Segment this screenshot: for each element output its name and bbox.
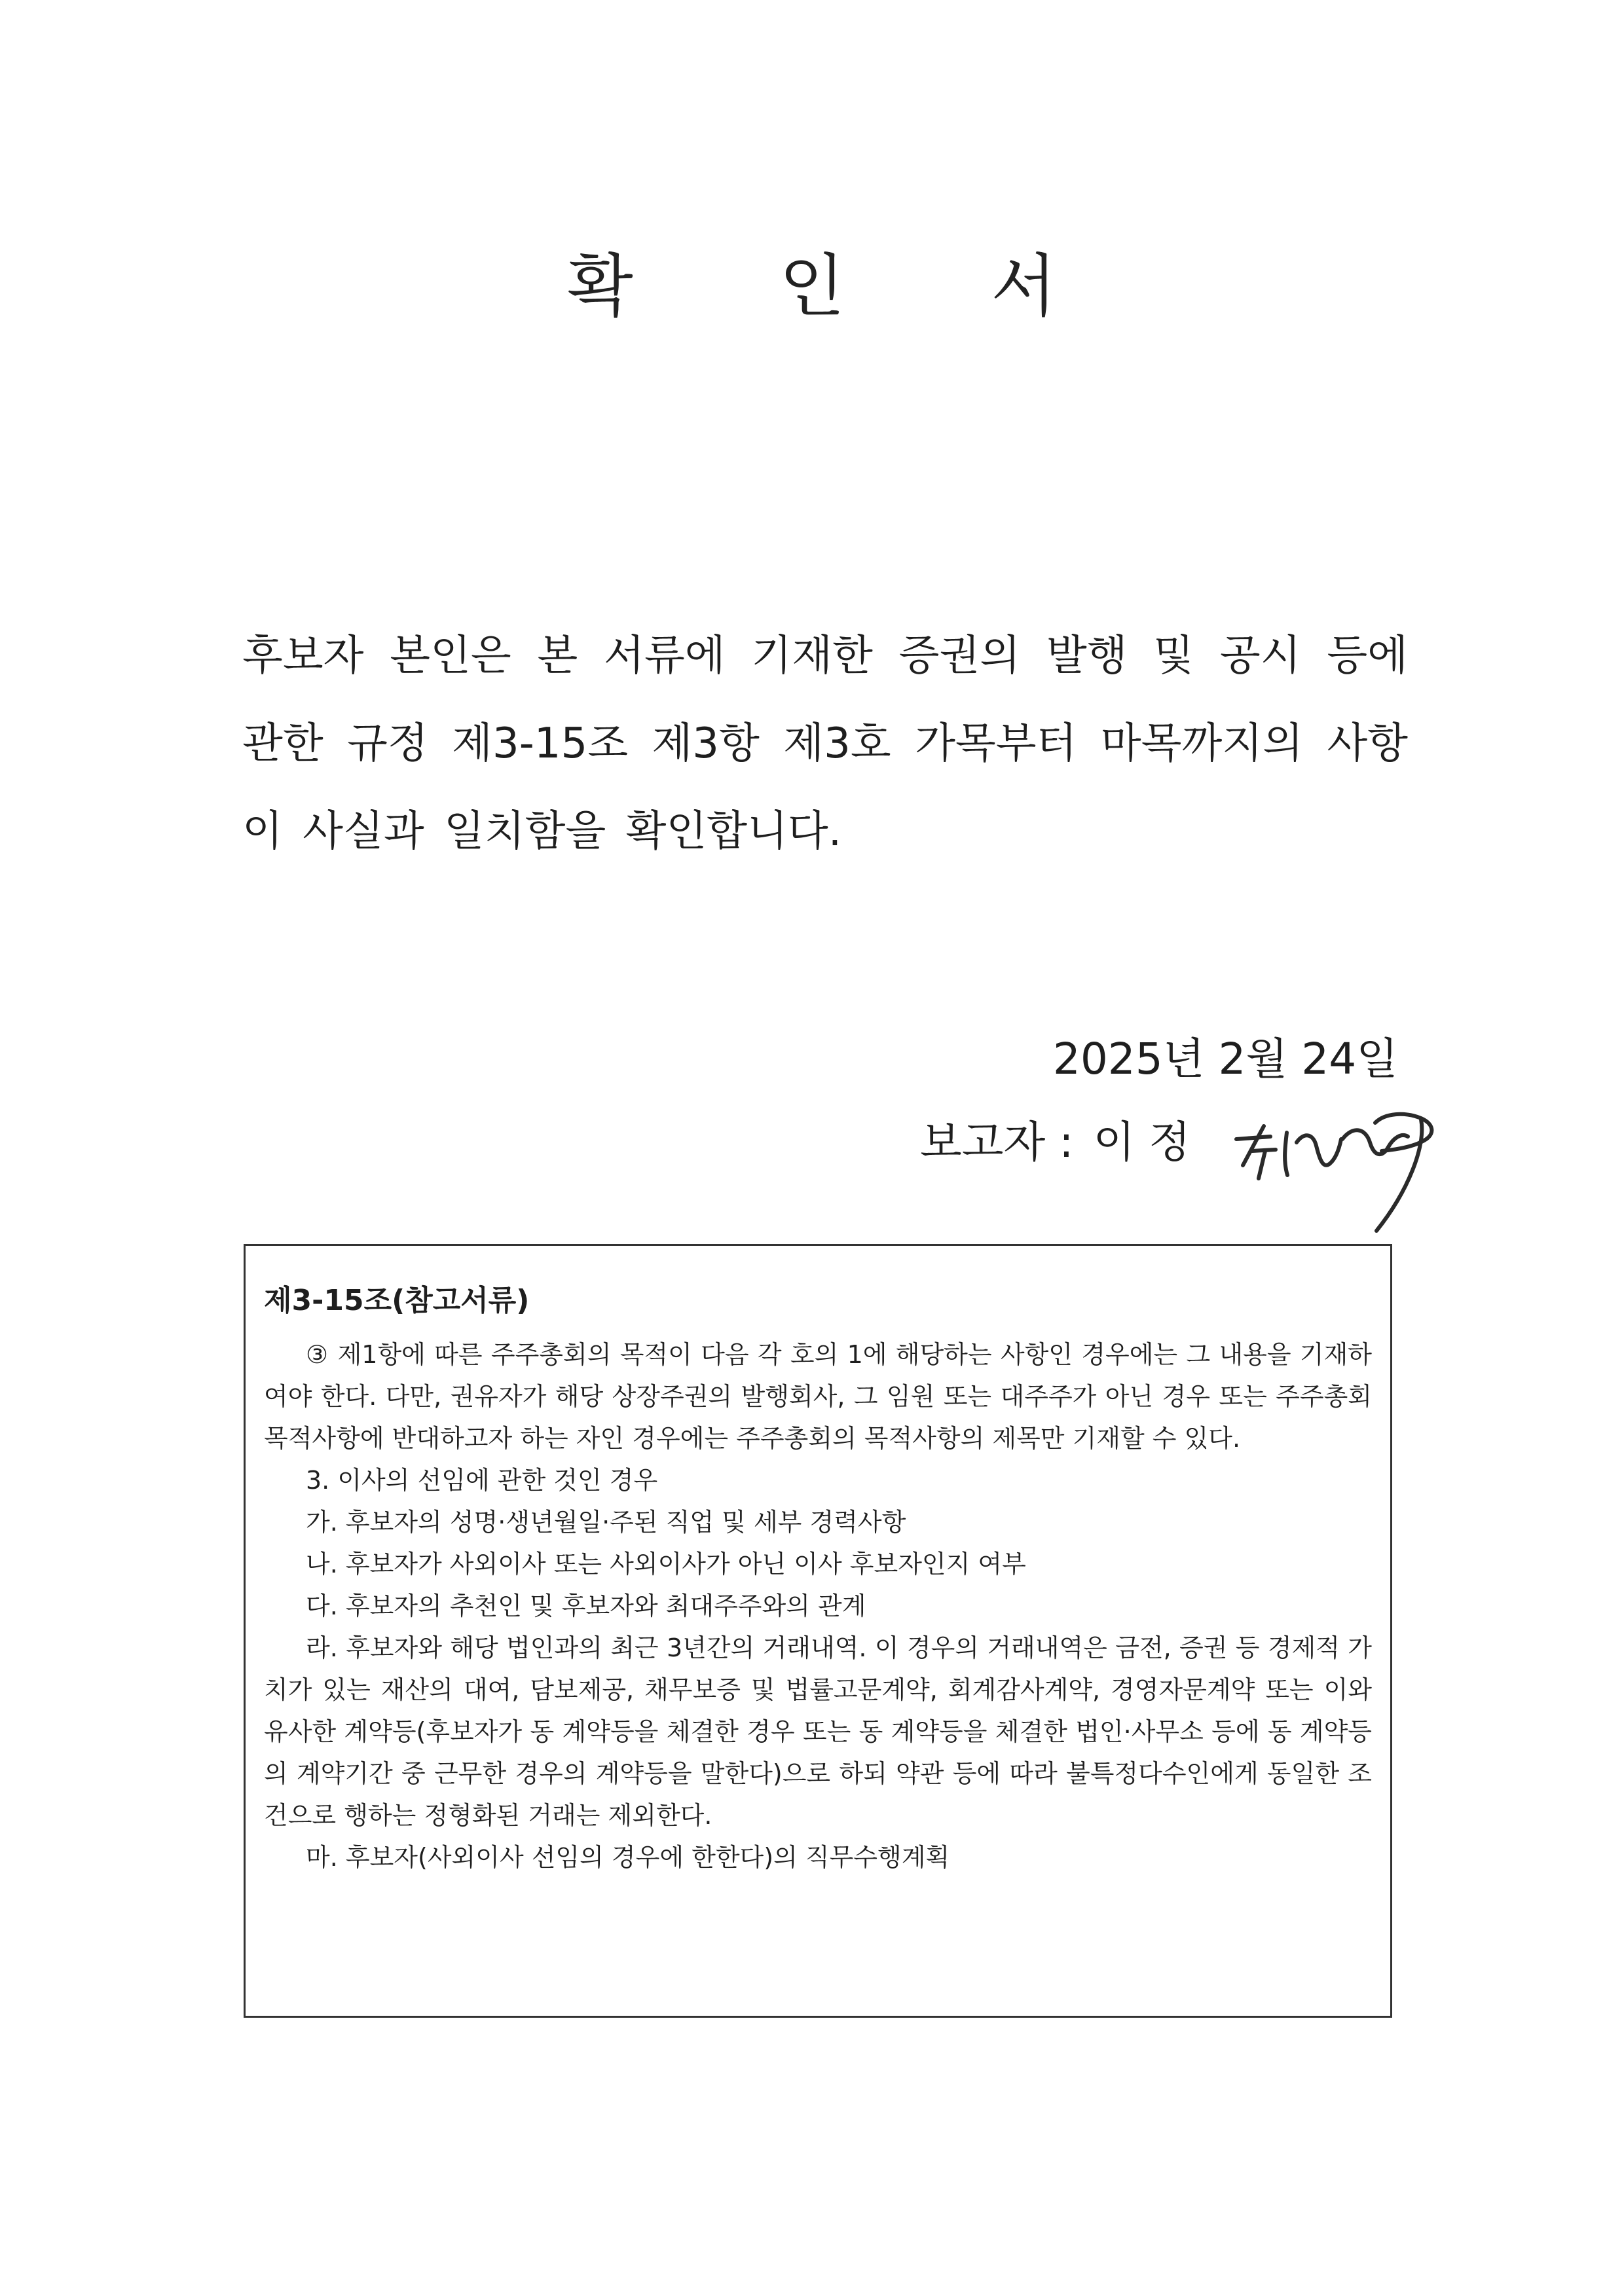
reference-item: 나. 후보자가 사외이사 또는 사외이사가 아닌 이사 후보자인지 여부	[306, 1550, 1026, 1578]
reference-item: 라. 후보자와 해당 법인과의 최근 3년간의 거래내역. 이 경우의 거래내역은 금전, 증권 등 경제적 가치가 있는 재산의 대여, 담보제공, 채무보증 및 법률고문계약, 회계감사계약, 경영자문계약 또는 이와 유사한 계약등(후보자가 동 계약등을 체결한 경우 또는 동 계약등을 체결한 법인·사무소 등에 동 계약등의 계약기간 중 근무한 경우의 계약등을 말한다)으로 하되 약관 등에 따라 불특정다수인에게 동일한 조건으로 행하는 정형화된 거래는 제외한다.	[264, 1633, 1372, 1830]
reference-item: 다. 후보자의 추천인 및 후보자와 최대주주와의 관계	[306, 1592, 866, 1620]
reference-item: 마. 후보자(사외이사 선임의 경우에 한한다)의 직무수행계획	[306, 1843, 950, 1872]
reporter-line	[920, 1117, 1190, 1167]
document-date: 2025년 2월 24일	[1052, 1034, 1398, 1084]
reference-box	[244, 1244, 1392, 2018]
confirmation-statement: 후보자 본인은 본 서류에 기재한 증권의 발행 및 공시 등에 관한 규정 제3-15조 제3항 제3호 가목부터 마목까지의 사항이 사실과 일치함을 확인합니다.	[242, 632, 1408, 856]
reference-heading: 제3-15조(참고서류)	[264, 1284, 530, 1317]
reference-paragraph: ③ 제1항에 따른 주주총회의 목적이 다음 각 호의 1에 해당하는 사항인 경우에는 그 내용을 기재하여야 한다. 다만, 권유자가 해당 상장주권의 발행회사, 그 임원 또는 대주주가 아닌 경우 또는 주주총회 목적사항에 반대하고자 하는 자인 경우에는 주주총회의 목적사항의 제목만 기재할 수 있다.	[264, 1340, 1372, 1453]
reporter-label: 보고자 :	[920, 1117, 1074, 1167]
document-title: 확 인 서	[567, 246, 1119, 326]
reporter-name: 이 정	[1093, 1117, 1190, 1167]
reference-clause: 3. 이사의 선임에 관한 것인 경우	[306, 1466, 658, 1495]
reference-item: 가. 후보자의 성명·생년월일·주된 직업 및 세부 경력사항	[306, 1508, 906, 1537]
handwritten-signature	[1225, 1087, 1447, 1237]
